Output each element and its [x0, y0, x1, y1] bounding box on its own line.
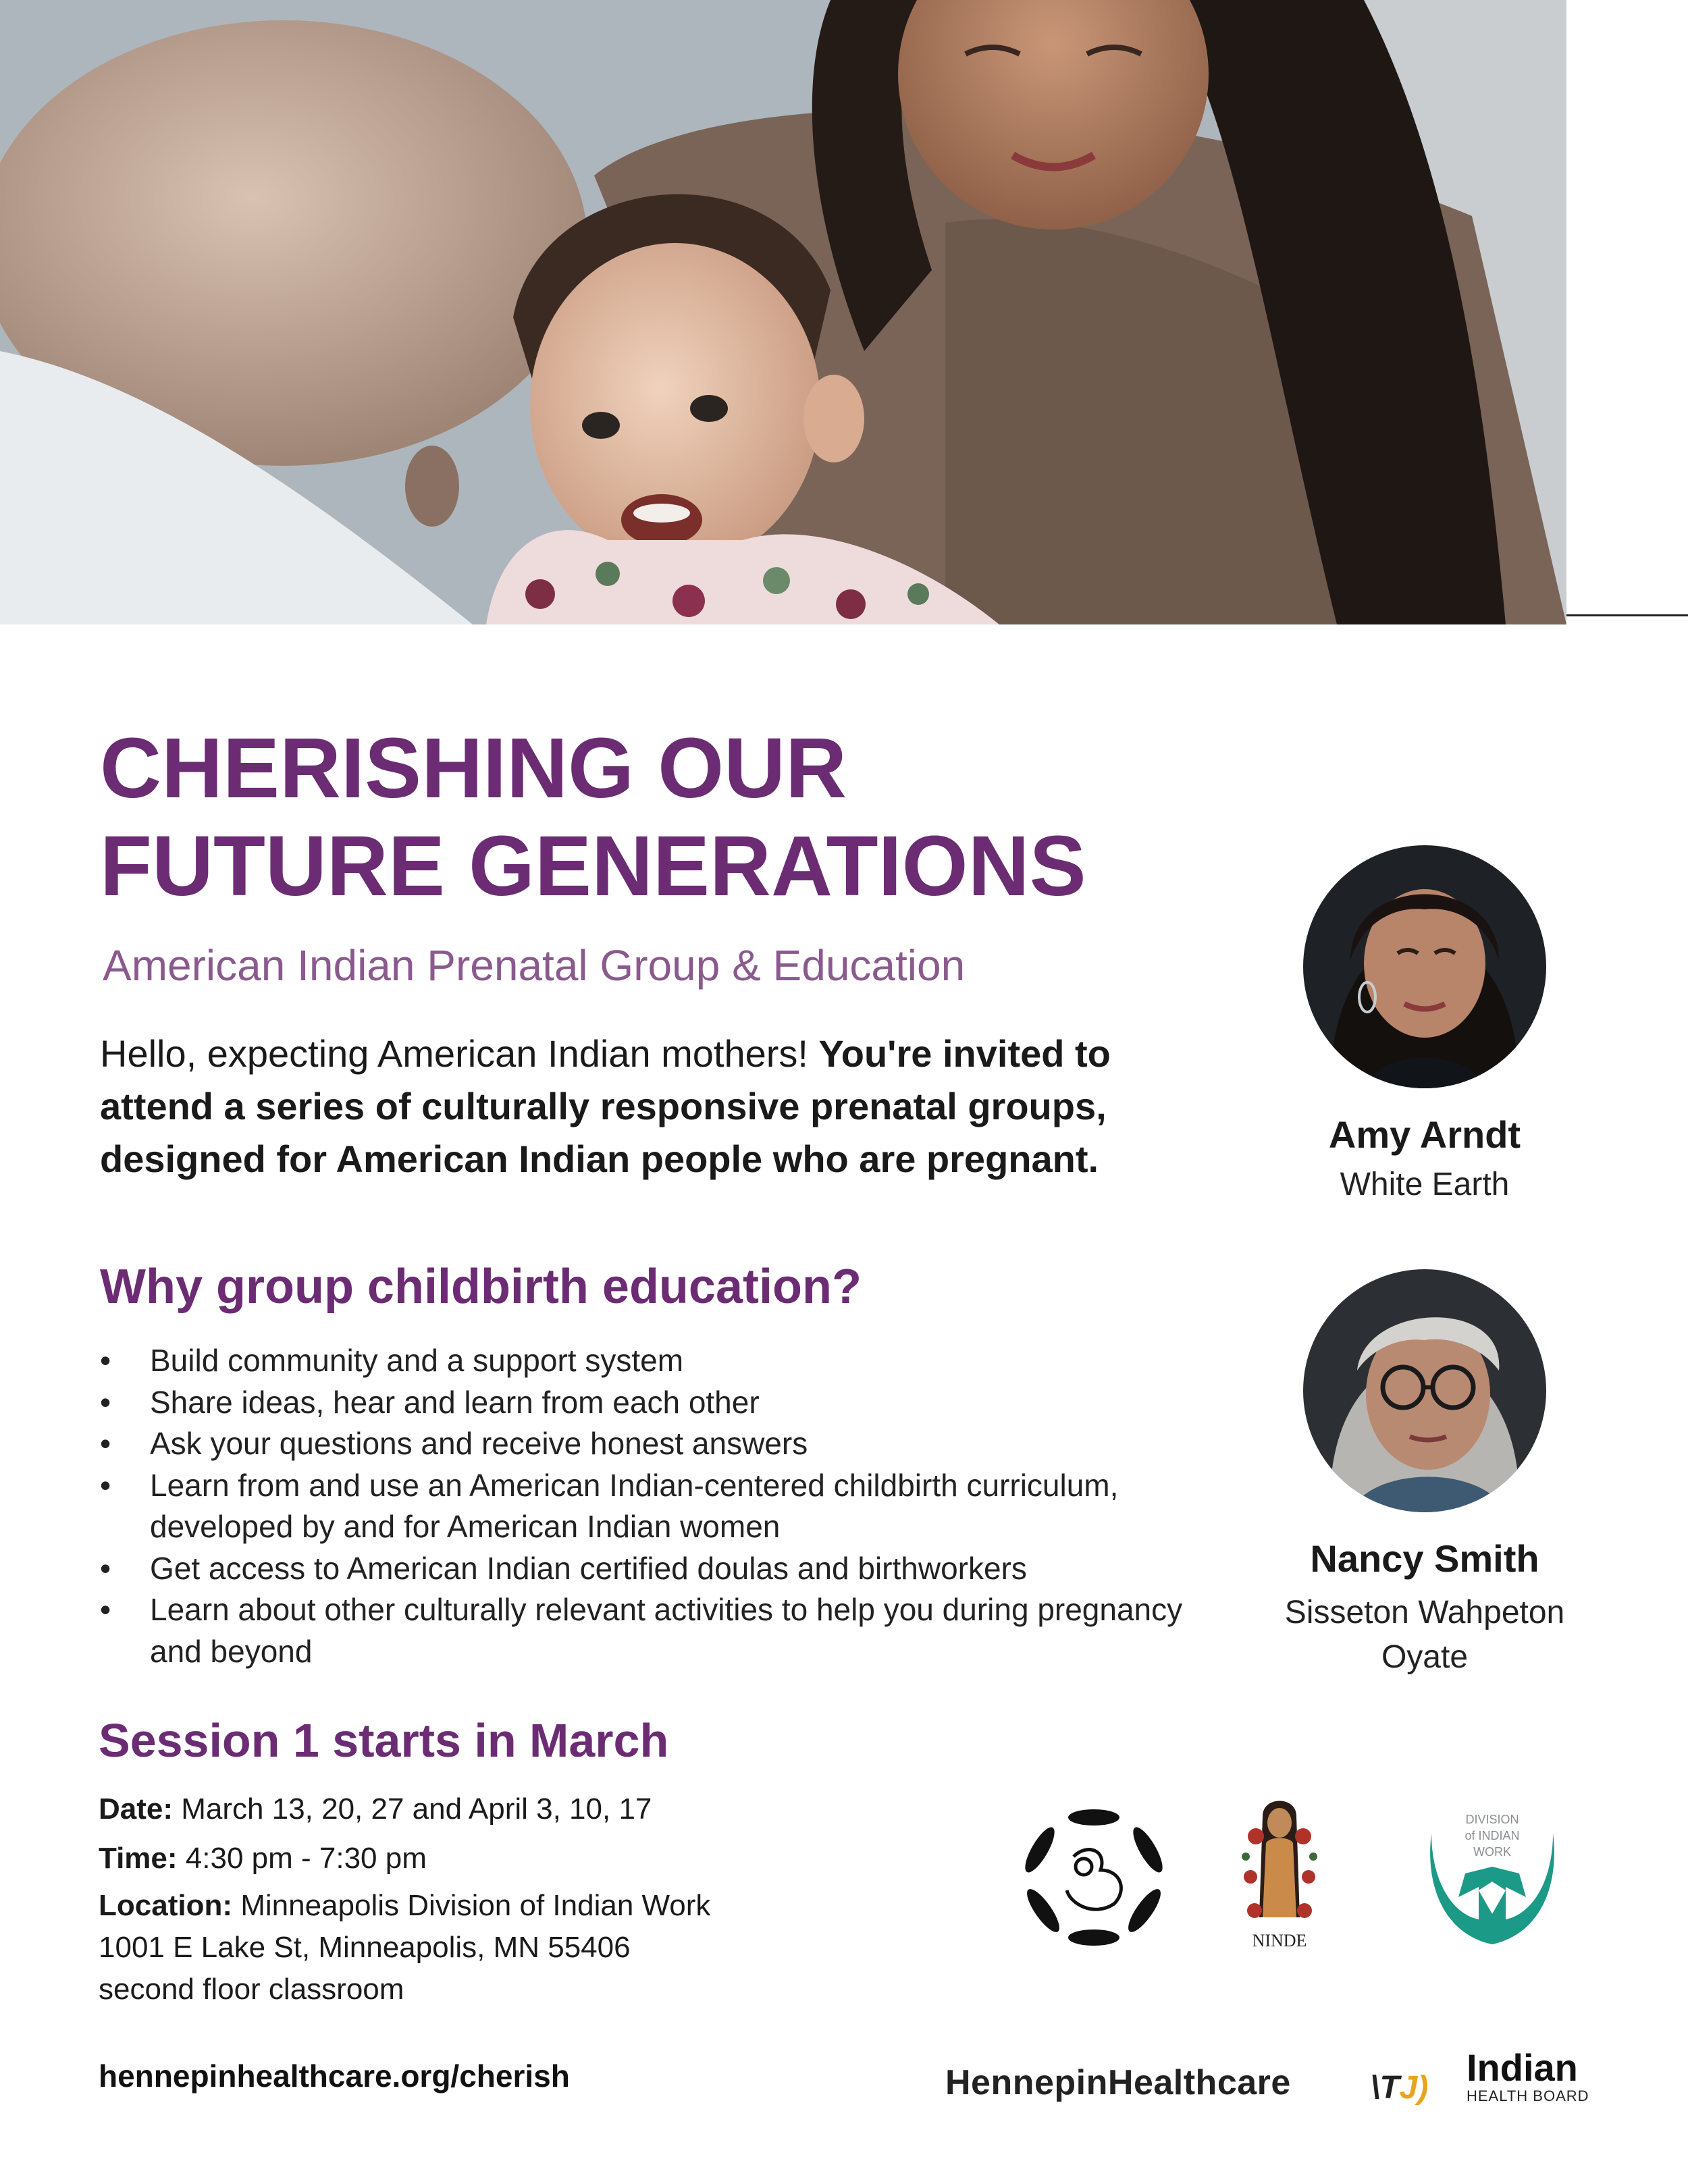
hero-divider-line	[1566, 614, 1688, 616]
session-time: Time: 4:30 pm - 7:30 pm	[99, 1842, 427, 1875]
feather-wreath-icon	[1020, 1803, 1168, 1951]
ninde-figure-icon	[1236, 1796, 1323, 1938]
benefits-list	[100, 1340, 1194, 1672]
presenter-tribe-nancy-smith-line-2: Oyate	[1381, 1639, 1469, 1675]
ninde-logo	[1236, 1796, 1323, 1958]
family-photo-illustration	[0, 0, 1566, 624]
presenter-tribe-nancy-smith-line-1: Sisseton Wahpeton	[1284, 1595, 1565, 1630]
presenter-name-nancy-smith: Nancy Smith	[1310, 1537, 1539, 1580]
session-address: 1001 E Lake St, Minneapolis, MN 55406	[99, 1931, 631, 1964]
page-subtitle: American Indian Prenatal Group & Education	[103, 941, 966, 990]
session-location: Location: Minneapolis Division of Indian Work	[99, 1889, 711, 1922]
indian-health-board-name: Indian	[1467, 2046, 1578, 2089]
bullet-icon: •	[100, 1550, 111, 1586]
diw-logo-text: DIVISION of INDIAN WORK	[1465, 1813, 1520, 1859]
list-item: • Share ideas, hear and learn from each other	[100, 1382, 1194, 1424]
bullet-icon: •	[100, 1592, 111, 1627]
list-item: • Build community and a support system	[100, 1340, 1194, 1382]
presenter-tribe-amy-arndt: White Earth	[1340, 1167, 1510, 1202]
session-heading: Session 1 starts in March	[99, 1714, 669, 1767]
bullet-icon: •	[100, 1384, 111, 1420]
avatar-nancy-smith	[1303, 1269, 1546, 1512]
feather-circle-logo	[1020, 1803, 1168, 1951]
list-item: • Get access to American Indian certified doulas and birthworkers	[100, 1548, 1194, 1590]
list-item: • Ask your questions and receive honest answers	[100, 1423, 1194, 1465]
list-item: • Learn from and use an American Indian-centered childbirth curriculum, developed by and for American Indian women	[100, 1465, 1194, 1548]
session-date: Date: March 13, 20, 27 and April 3, 10, 17	[99, 1792, 652, 1826]
avatar-amy-arndt	[1303, 845, 1546, 1088]
portrait-nancy-smith	[1303, 1269, 1546, 1512]
why-heading: Why group childbirth education?	[100, 1260, 862, 1314]
division-of-indian-work-logo	[1418, 1806, 1566, 1951]
list-item: • Learn about other culturally relevant activities to help you during pregnancy and beyond	[100, 1589, 1194, 1672]
page-title-line-1: CHERISHING OUR	[100, 720, 847, 816]
indian-health-board-subtitle: HEALTH BOARD	[1467, 2087, 1589, 2104]
hero-photo	[0, 0, 1566, 624]
session-room: second floor classroom	[99, 1973, 404, 2006]
page-title-line-2: FUTURE GENERATIONS	[100, 818, 1086, 913]
intro-invitation: You're invited to attend a series of culturally responsive prenatal groups, designed for American Indian people who are pregnant.	[100, 1032, 1111, 1180]
ninde-logo-text: NINDE	[1252, 1931, 1307, 1950]
bullet-icon: •	[100, 1467, 111, 1503]
portrait-amy-arndt	[1303, 845, 1546, 1088]
indian-health-board-mark-icon: \TJ)	[1371, 2070, 1429, 2106]
website-url: hennepinhealthcare.org/cherish	[99, 2058, 570, 2094]
eagle-wings-icon	[1418, 1806, 1566, 1951]
bullet-icon: •	[100, 1343, 111, 1378]
intro-paragraph	[100, 1028, 1180, 1186]
presenter-name-amy-arndt: Amy Arndt	[1328, 1113, 1521, 1156]
bullet-icon: •	[100, 1426, 111, 1461]
intro-greeting: Hello, expecting American Indian mothers!	[100, 1032, 819, 1075]
hennepin-healthcare-logo: HennepinHealthcare	[945, 2063, 1291, 2102]
